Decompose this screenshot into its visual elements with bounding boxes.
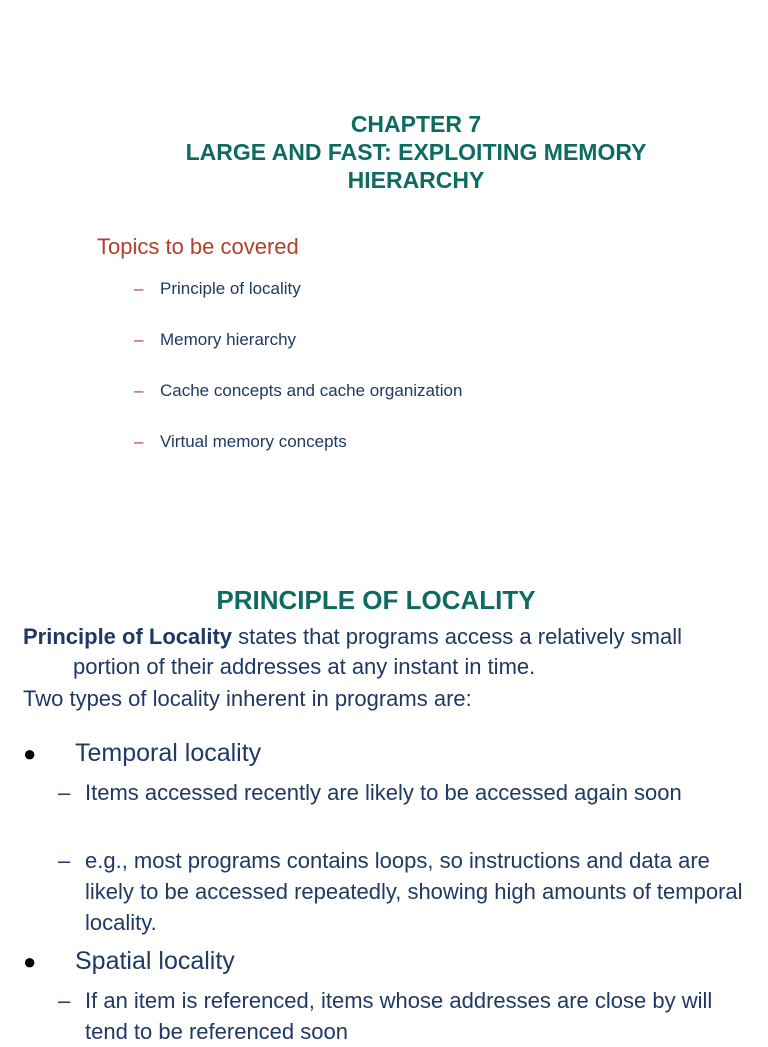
dash-bullet: – (134, 432, 144, 451)
bullet-label: Temporal locality (75, 739, 262, 767)
dash-bullet: – (58, 780, 71, 805)
topic-item (134, 431, 347, 453)
sub-item (58, 777, 758, 808)
sub-item-text: If an item is referenced, items whose addresses are close by will tend to be referenced soon (85, 988, 713, 1044)
topics-heading: Topics to be covered (97, 234, 299, 259)
dash-bullet: – (58, 988, 71, 1013)
intro-rest: states that programs access a relatively small portion of their addresses at any instant in time. (73, 624, 682, 679)
topic-item (134, 329, 296, 351)
topic-label: Cache concepts and cache organization (160, 381, 463, 400)
chapter-title-line-2: LARGE AND FAST: EXPLOITING MEMORY (185, 139, 647, 165)
intro-paragraph (23, 622, 753, 682)
intro-term: Principle of Locality (23, 624, 233, 649)
topic-label: Virtual memory concepts (160, 432, 347, 451)
sub-item-text: e.g., most programs contains loops, so instructions and data are likely to be accessed repeatedly, showing high amounts of temporal locality. (85, 848, 743, 935)
intro-text (23, 622, 753, 714)
bullet-item (23, 737, 261, 770)
dash-bullet: – (134, 381, 144, 400)
topic-label: Memory hierarchy (160, 330, 297, 349)
dash-bullet: – (134, 279, 144, 298)
topic-item (134, 278, 301, 300)
chapter-title-line-1: CHAPTER 7 (350, 111, 482, 137)
chapter-title-line-3: HIERARCHY (347, 167, 485, 193)
sub-item-text: Items accessed recently are likely to be accessed again soon (85, 780, 682, 805)
bullet-dot-icon: ● (23, 949, 37, 974)
topic-label: Principle of locality (160, 279, 301, 298)
chapter-title (0, 110, 768, 194)
dash-bullet: – (58, 848, 71, 873)
dash-bullet: – (134, 330, 144, 349)
section-title: PRINCIPLE OF LOCALITY (216, 585, 536, 615)
sub-item (58, 985, 758, 1047)
bullet-dot-icon: ● (23, 741, 37, 766)
topic-item (134, 380, 462, 402)
intro-paragraph-2: Two types of locality inherent in programs are: (23, 686, 472, 711)
bullet-item (23, 945, 235, 978)
sub-item (58, 845, 758, 938)
bullet-label: Spatial locality (75, 947, 235, 975)
